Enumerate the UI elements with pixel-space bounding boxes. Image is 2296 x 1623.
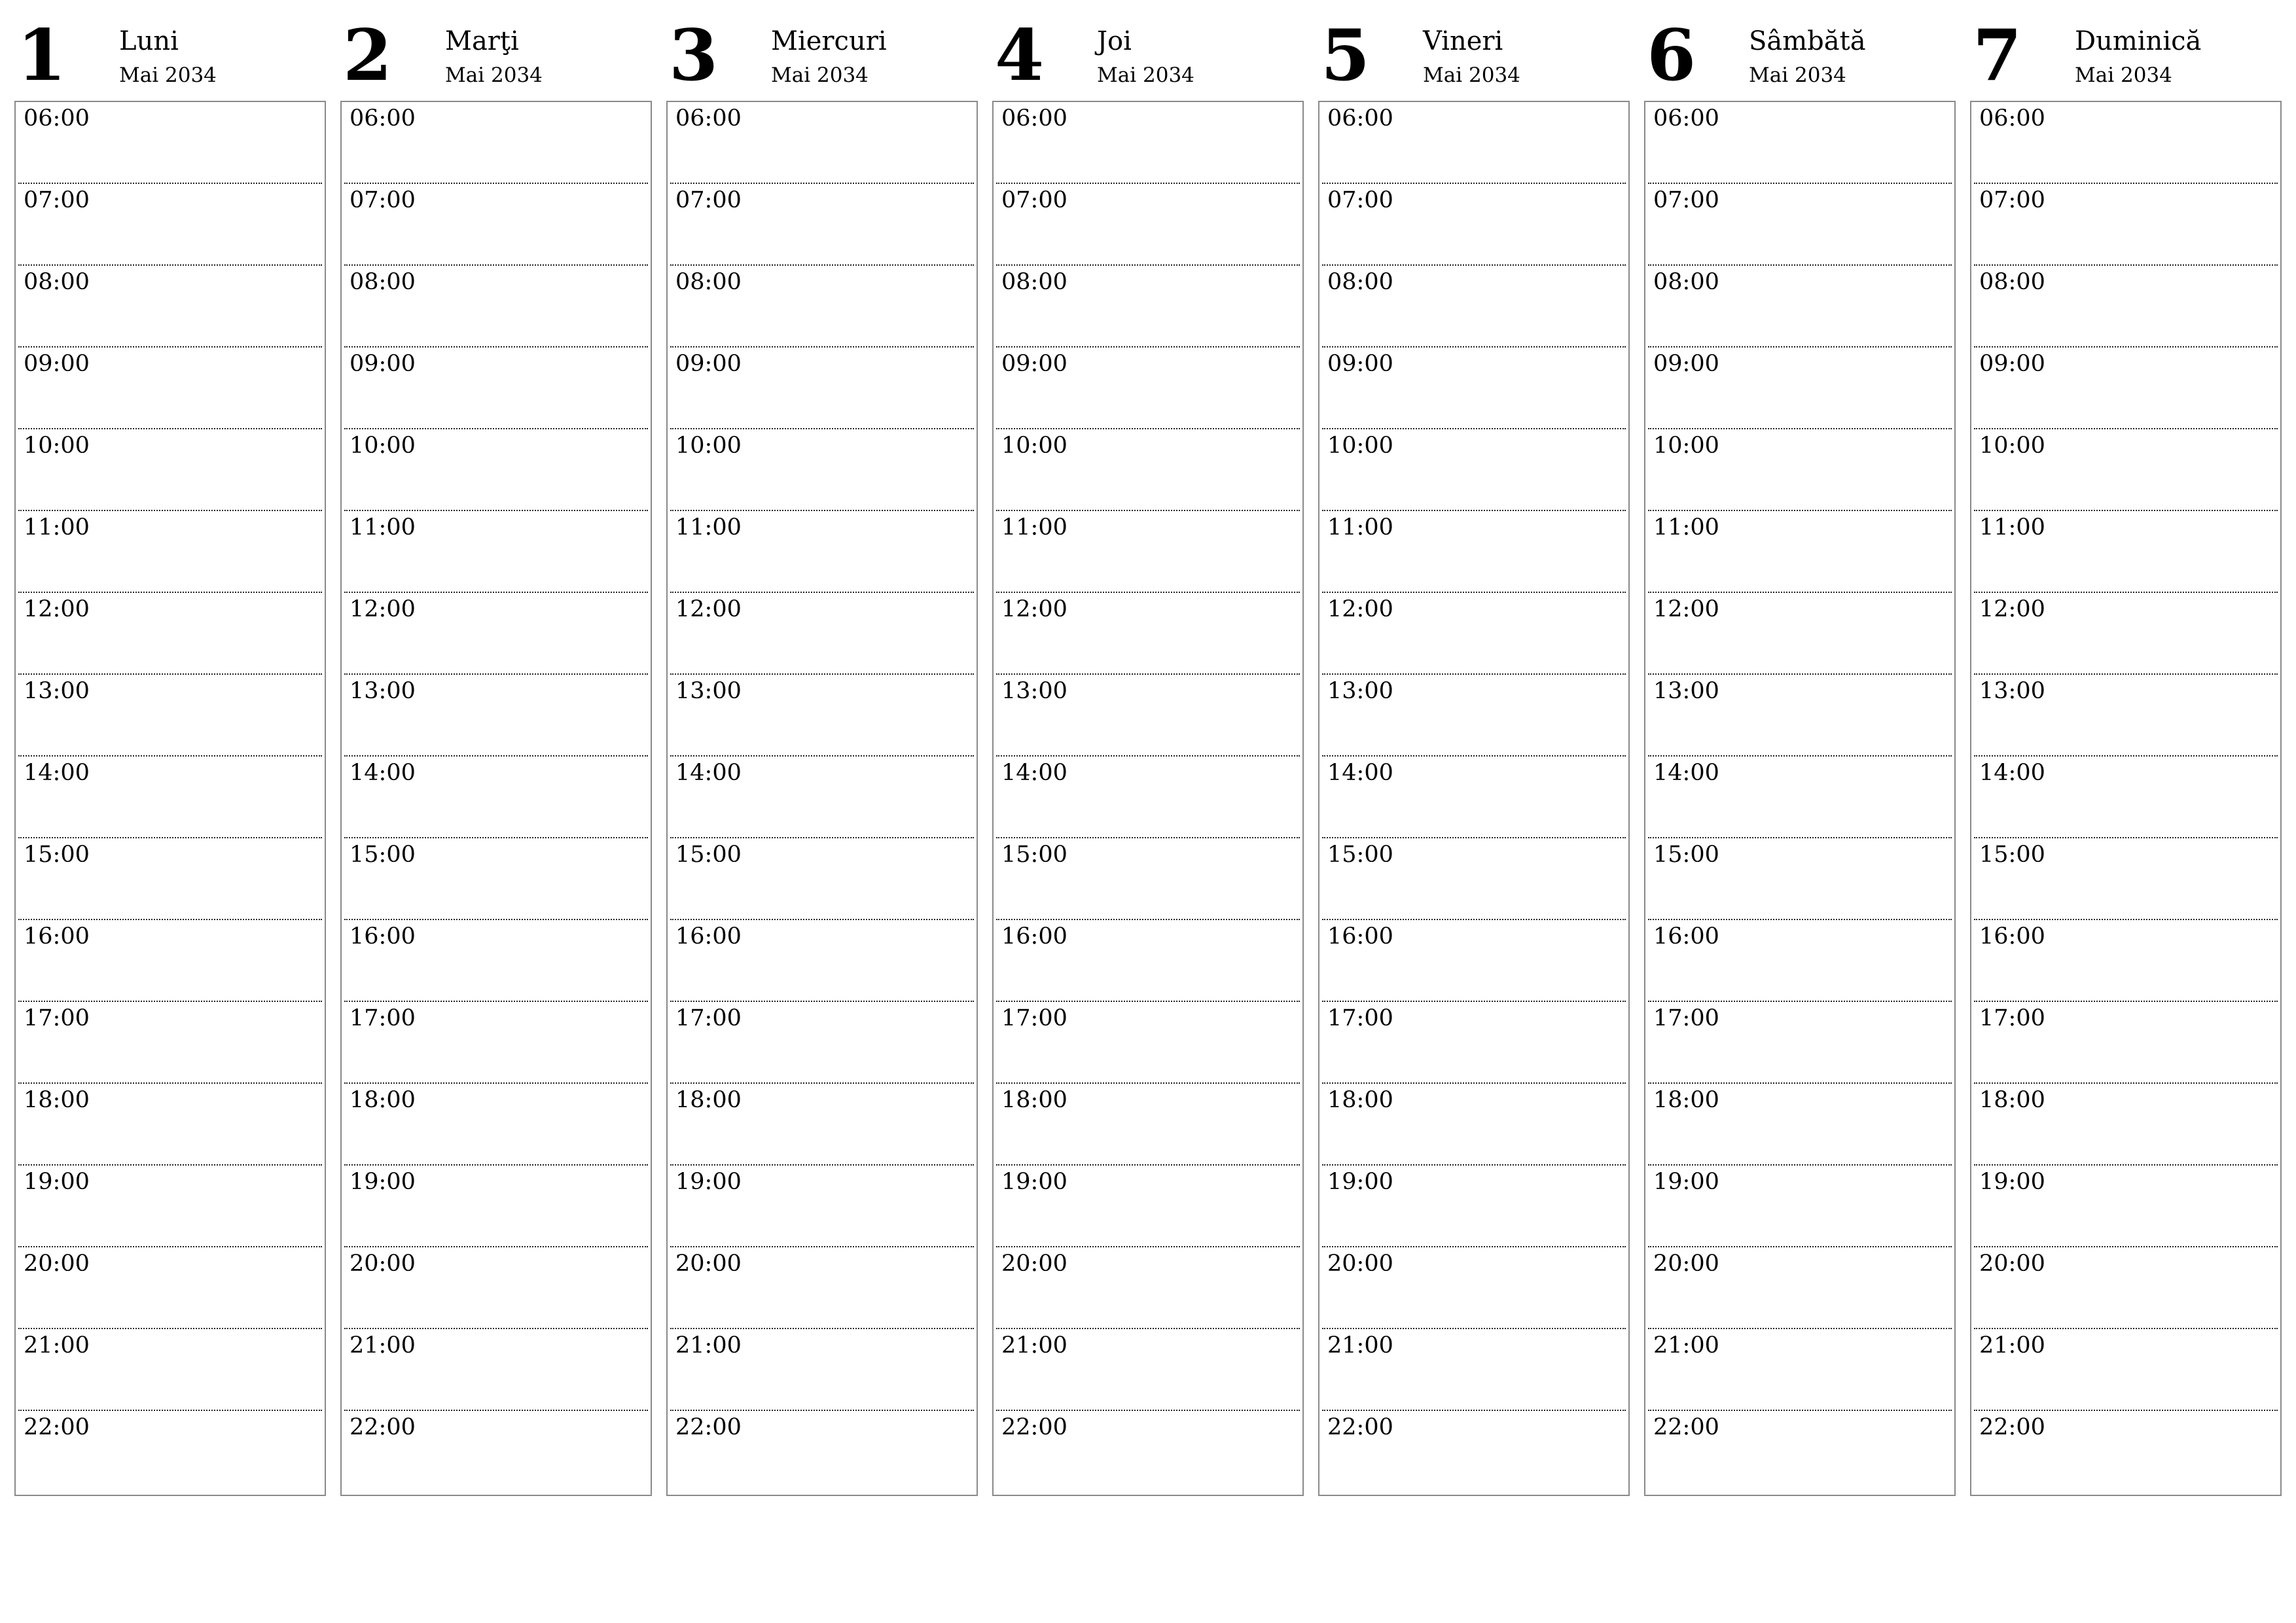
time-slot[interactable] (1322, 593, 1626, 675)
time-slot[interactable] (1974, 266, 2278, 348)
time-slot[interactable] (996, 593, 1300, 675)
time-slot[interactable] (670, 429, 974, 511)
day-name: Luni (119, 26, 179, 56)
time-slot[interactable] (18, 102, 322, 184)
time-label: 07:00 (350, 187, 416, 213)
time-label: 15:00 (24, 842, 90, 868)
time-label: 07:00 (1653, 187, 1719, 213)
time-slot[interactable] (996, 920, 1300, 1002)
time-label: 06:00 (1327, 105, 1393, 132)
time-label: 13:00 (675, 678, 742, 704)
time-label: 22:00 (675, 1414, 742, 1440)
time-label: 20:00 (1979, 1251, 2045, 1277)
time-slot[interactable] (670, 920, 974, 1002)
time-slot[interactable] (1322, 920, 1626, 1002)
time-slot[interactable] (1974, 1411, 2278, 1493)
time-slot[interactable] (18, 593, 322, 675)
time-label: 08:00 (1001, 269, 1067, 295)
time-label: 12:00 (1979, 596, 2045, 622)
time-label: 10:00 (1327, 433, 1393, 459)
time-slot[interactable] (670, 1247, 974, 1329)
time-slot[interactable] (18, 184, 322, 266)
time-label: 12:00 (1001, 596, 1067, 622)
time-label: 11:00 (1327, 514, 1393, 541)
time-label: 07:00 (24, 187, 90, 213)
time-slot[interactable] (996, 1084, 1300, 1166)
time-slot[interactable] (670, 1411, 974, 1493)
time-label: 22:00 (1327, 1414, 1393, 1440)
time-slot[interactable] (1322, 348, 1626, 429)
time-label: 13:00 (24, 678, 90, 704)
day-schedule-box (666, 101, 978, 1496)
time-slot[interactable] (996, 429, 1300, 511)
time-slot[interactable] (1974, 102, 2278, 184)
time-label: 15:00 (1001, 842, 1067, 868)
time-label: 11:00 (1001, 514, 1067, 541)
day-month-year: Mai 2034 (1423, 63, 1520, 87)
time-label: 13:00 (1653, 678, 1719, 704)
time-slot[interactable] (996, 1002, 1300, 1084)
time-label: 12:00 (675, 596, 742, 622)
time-slot[interactable] (1974, 511, 2278, 593)
time-slot[interactable] (996, 266, 1300, 348)
time-label: 18:00 (1979, 1087, 2045, 1113)
time-label: 09:00 (24, 351, 90, 377)
time-slot[interactable] (1322, 675, 1626, 757)
time-slot[interactable] (344, 348, 648, 429)
day-name: Duminică (2075, 26, 2202, 56)
day-number: 7 (1973, 14, 2022, 97)
time-label: 10:00 (1979, 433, 2045, 459)
time-slot[interactable] (344, 593, 648, 675)
time-slot[interactable] (1974, 184, 2278, 266)
time-label: 06:00 (24, 105, 90, 132)
time-label: 22:00 (350, 1414, 416, 1440)
time-slot[interactable] (670, 1002, 974, 1084)
time-slot[interactable] (18, 838, 322, 920)
time-label: 09:00 (675, 351, 742, 377)
time-slot[interactable] (18, 920, 322, 1002)
time-label: 15:00 (1653, 842, 1719, 868)
day-number: 6 (1647, 14, 1696, 97)
time-slot[interactable] (1648, 593, 1952, 675)
time-label: 11:00 (24, 514, 90, 541)
time-label: 19:00 (1001, 1169, 1067, 1195)
time-label: 20:00 (1327, 1251, 1393, 1277)
day-name: Marţi (445, 26, 519, 56)
time-slot[interactable] (1974, 838, 2278, 920)
time-slot[interactable] (996, 1247, 1300, 1329)
time-label: 18:00 (1001, 1087, 1067, 1113)
time-slot[interactable] (1322, 757, 1626, 838)
time-label: 13:00 (1979, 678, 2045, 704)
day-name: Joi (1097, 26, 1132, 56)
time-label: 13:00 (350, 678, 416, 704)
time-label: 12:00 (350, 596, 416, 622)
day-month-year: Mai 2034 (445, 63, 543, 87)
time-slot[interactable] (996, 511, 1300, 593)
time-slot[interactable] (1322, 1166, 1626, 1247)
day-schedule-box (1644, 101, 1956, 1496)
time-label: 14:00 (1653, 760, 1719, 786)
time-slot[interactable] (1648, 838, 1952, 920)
time-slot[interactable] (344, 1084, 648, 1166)
day-month-year: Mai 2034 (2075, 63, 2172, 87)
time-slot[interactable] (1322, 184, 1626, 266)
time-label: 21:00 (350, 1332, 416, 1359)
time-slot[interactable] (996, 1329, 1300, 1411)
time-slot[interactable] (1974, 920, 2278, 1002)
time-slot[interactable] (996, 102, 1300, 184)
time-slot[interactable] (18, 429, 322, 511)
time-slot[interactable] (344, 1247, 648, 1329)
time-label: 21:00 (675, 1332, 742, 1359)
time-label: 21:00 (1327, 1332, 1393, 1359)
time-label: 15:00 (1327, 842, 1393, 868)
time-label: 17:00 (350, 1005, 416, 1031)
time-slot[interactable] (1648, 102, 1952, 184)
time-slot[interactable] (1322, 102, 1626, 184)
time-slot[interactable] (1648, 348, 1952, 429)
time-label: 12:00 (1653, 596, 1719, 622)
day-name: Sâmbătă (1749, 26, 1866, 56)
time-label: 15:00 (1979, 842, 2045, 868)
time-slot[interactable] (1648, 1002, 1952, 1084)
time-label: 09:00 (1327, 351, 1393, 377)
time-slot[interactable] (670, 511, 974, 593)
day-header (1644, 0, 1956, 98)
day-month-year: Mai 2034 (771, 63, 869, 87)
time-slot[interactable] (670, 675, 974, 757)
time-slot[interactable] (1648, 1329, 1952, 1411)
time-label: 09:00 (350, 351, 416, 377)
time-slot[interactable] (1648, 1166, 1952, 1247)
day-header (1318, 0, 1630, 98)
time-label: 07:00 (675, 187, 742, 213)
time-label: 12:00 (24, 596, 90, 622)
time-label: 19:00 (1653, 1169, 1719, 1195)
time-label: 18:00 (1653, 1087, 1719, 1113)
time-label: 12:00 (1327, 596, 1393, 622)
time-label: 21:00 (24, 1332, 90, 1359)
day-header (992, 0, 1304, 98)
time-label: 22:00 (1001, 1414, 1067, 1440)
time-label: 21:00 (1979, 1332, 2045, 1359)
day-name: Miercuri (771, 26, 887, 56)
time-slot[interactable] (1322, 266, 1626, 348)
time-label: 19:00 (1327, 1169, 1393, 1195)
time-label: 18:00 (24, 1087, 90, 1113)
time-label: 16:00 (24, 923, 90, 950)
time-slot[interactable] (18, 757, 322, 838)
time-label: 22:00 (1979, 1414, 2045, 1440)
time-slot[interactable] (996, 184, 1300, 266)
time-slot[interactable] (344, 266, 648, 348)
time-label: 16:00 (1327, 923, 1393, 950)
time-slot[interactable] (344, 1002, 648, 1084)
day-schedule-box (1318, 101, 1630, 1496)
time-label: 11:00 (1653, 514, 1719, 541)
time-slot[interactable] (18, 1247, 322, 1329)
time-slot[interactable] (1974, 1002, 2278, 1084)
time-label: 10:00 (24, 433, 90, 459)
time-label: 14:00 (350, 760, 416, 786)
time-slot[interactable] (18, 511, 322, 593)
day-header (340, 0, 652, 98)
day-number: 3 (669, 14, 719, 97)
time-slot[interactable] (1648, 1411, 1952, 1493)
time-slot[interactable] (1974, 1247, 2278, 1329)
time-label: 17:00 (1979, 1005, 2045, 1031)
time-label: 08:00 (1653, 269, 1719, 295)
time-label: 13:00 (1001, 678, 1067, 704)
time-label: 10:00 (1001, 433, 1067, 459)
time-slot[interactable] (996, 1166, 1300, 1247)
time-slot[interactable] (1648, 184, 1952, 266)
time-slot[interactable] (344, 184, 648, 266)
time-slot[interactable] (670, 102, 974, 184)
day-month-year: Mai 2034 (1097, 63, 1194, 87)
time-label: 21:00 (1001, 1332, 1067, 1359)
time-slot[interactable] (1648, 429, 1952, 511)
time-slot[interactable] (670, 1084, 974, 1166)
day-schedule-box (340, 101, 652, 1496)
time-label: 14:00 (1979, 760, 2045, 786)
time-label: 16:00 (675, 923, 742, 950)
time-label: 15:00 (350, 842, 416, 868)
time-label: 19:00 (350, 1169, 416, 1195)
time-label: 14:00 (24, 760, 90, 786)
day-schedule-box (14, 101, 326, 1496)
time-slot[interactable] (344, 102, 648, 184)
time-label: 16:00 (1001, 923, 1067, 950)
time-slot[interactable] (670, 593, 974, 675)
time-label: 19:00 (24, 1169, 90, 1195)
time-label: 19:00 (1979, 1169, 2045, 1195)
time-label: 16:00 (1653, 923, 1719, 950)
time-slot[interactable] (18, 1329, 322, 1411)
time-slot[interactable] (344, 511, 648, 593)
time-slot[interactable] (996, 348, 1300, 429)
time-slot[interactable] (1322, 1084, 1626, 1166)
time-label: 10:00 (350, 433, 416, 459)
time-slot[interactable] (18, 675, 322, 757)
time-slot[interactable] (344, 1329, 648, 1411)
time-label: 11:00 (675, 514, 742, 541)
time-label: 14:00 (1327, 760, 1393, 786)
time-slot[interactable] (1648, 920, 1952, 1002)
time-slot[interactable] (1322, 1002, 1626, 1084)
time-label: 17:00 (675, 1005, 742, 1031)
time-slot[interactable] (18, 1084, 322, 1166)
time-slot[interactable] (1974, 1166, 2278, 1247)
time-label: 18:00 (1327, 1087, 1393, 1113)
time-slot[interactable] (18, 1411, 322, 1493)
day-month-year: Mai 2034 (119, 63, 217, 87)
time-slot[interactable] (1974, 675, 2278, 757)
time-slot[interactable] (670, 184, 974, 266)
day-header (666, 0, 978, 98)
time-slot[interactable] (344, 920, 648, 1002)
time-slot[interactable] (1648, 1247, 1952, 1329)
time-slot[interactable] (1648, 675, 1952, 757)
time-label: 17:00 (24, 1005, 90, 1031)
time-label: 18:00 (350, 1087, 416, 1113)
time-slot[interactable] (1974, 1329, 2278, 1411)
time-slot[interactable] (996, 838, 1300, 920)
time-label: 22:00 (1653, 1414, 1719, 1440)
time-label: 16:00 (1979, 923, 2045, 950)
time-slot[interactable] (1648, 1084, 1952, 1166)
time-slot[interactable] (1648, 511, 1952, 593)
time-label: 17:00 (1327, 1005, 1393, 1031)
time-label: 08:00 (350, 269, 416, 295)
time-label: 13:00 (1327, 678, 1393, 704)
time-slot[interactable] (1322, 1411, 1626, 1493)
time-slot[interactable] (670, 266, 974, 348)
time-slot[interactable] (1648, 757, 1952, 838)
time-label: 19:00 (675, 1169, 742, 1195)
time-label: 06:00 (1979, 105, 2045, 132)
time-slot[interactable] (1322, 1329, 1626, 1411)
time-label: 09:00 (1001, 351, 1067, 377)
time-label: 14:00 (1001, 760, 1067, 786)
day-schedule-box (1970, 101, 2282, 1496)
time-slot[interactable] (344, 675, 648, 757)
time-slot[interactable] (1648, 266, 1952, 348)
time-slot[interactable] (1974, 593, 2278, 675)
day-number: 1 (17, 14, 67, 97)
time-slot[interactable] (996, 675, 1300, 757)
time-slot[interactable] (18, 266, 322, 348)
time-label: 20:00 (675, 1251, 742, 1277)
time-label: 17:00 (1001, 1005, 1067, 1031)
time-slot[interactable] (670, 838, 974, 920)
time-slot[interactable] (670, 348, 974, 429)
time-slot[interactable] (1322, 838, 1626, 920)
time-slot[interactable] (344, 838, 648, 920)
time-slot[interactable] (670, 757, 974, 838)
time-label: 08:00 (1327, 269, 1393, 295)
time-label: 11:00 (1979, 514, 2045, 541)
time-slot[interactable] (1974, 348, 2278, 429)
time-slot[interactable] (1974, 1084, 2278, 1166)
day-number: 5 (1321, 14, 1371, 97)
time-slot[interactable] (18, 1166, 322, 1247)
time-slot[interactable] (996, 757, 1300, 838)
time-label: 20:00 (24, 1251, 90, 1277)
time-label: 17:00 (1653, 1005, 1719, 1031)
time-slot[interactable] (344, 429, 648, 511)
day-number: 4 (995, 14, 1045, 97)
time-slot[interactable] (996, 1411, 1300, 1493)
time-label: 14:00 (675, 760, 742, 786)
time-label: 22:00 (24, 1414, 90, 1440)
time-slot[interactable] (670, 1166, 974, 1247)
day-number: 2 (343, 14, 393, 97)
time-label: 06:00 (1653, 105, 1719, 132)
time-label: 08:00 (1979, 269, 2045, 295)
time-slot[interactable] (1322, 1247, 1626, 1329)
time-label: 21:00 (1653, 1332, 1719, 1359)
day-header (1970, 0, 2282, 98)
time-slot[interactable] (344, 1411, 648, 1493)
time-label: 06:00 (675, 105, 742, 132)
time-label: 20:00 (350, 1251, 416, 1277)
time-slot[interactable] (1974, 429, 2278, 511)
time-label: 06:00 (350, 105, 416, 132)
time-label: 07:00 (1979, 187, 2045, 213)
time-slot[interactable] (1322, 511, 1626, 593)
time-label: 11:00 (350, 514, 416, 541)
day-name: Vineri (1423, 26, 1503, 56)
time-label: 07:00 (1001, 187, 1067, 213)
time-label: 15:00 (675, 842, 742, 868)
time-label: 06:00 (1001, 105, 1067, 132)
time-label: 09:00 (1979, 351, 2045, 377)
time-label: 18:00 (675, 1087, 742, 1113)
time-label: 09:00 (1653, 351, 1719, 377)
day-schedule-box (992, 101, 1304, 1496)
time-slot[interactable] (1974, 757, 2278, 838)
time-slot[interactable] (1322, 429, 1626, 511)
time-label: 10:00 (1653, 433, 1719, 459)
time-slot[interactable] (344, 1166, 648, 1247)
time-label: 08:00 (24, 269, 90, 295)
time-slot[interactable] (344, 757, 648, 838)
time-label: 07:00 (1327, 187, 1393, 213)
day-month-year: Mai 2034 (1749, 63, 1846, 87)
time-label: 08:00 (675, 269, 742, 295)
time-slot[interactable] (18, 348, 322, 429)
time-label: 10:00 (675, 433, 742, 459)
time-slot[interactable] (18, 1002, 322, 1084)
time-label: 16:00 (350, 923, 416, 950)
day-header (14, 0, 326, 98)
time-slot[interactable] (670, 1329, 974, 1411)
time-label: 20:00 (1001, 1251, 1067, 1277)
time-label: 20:00 (1653, 1251, 1719, 1277)
